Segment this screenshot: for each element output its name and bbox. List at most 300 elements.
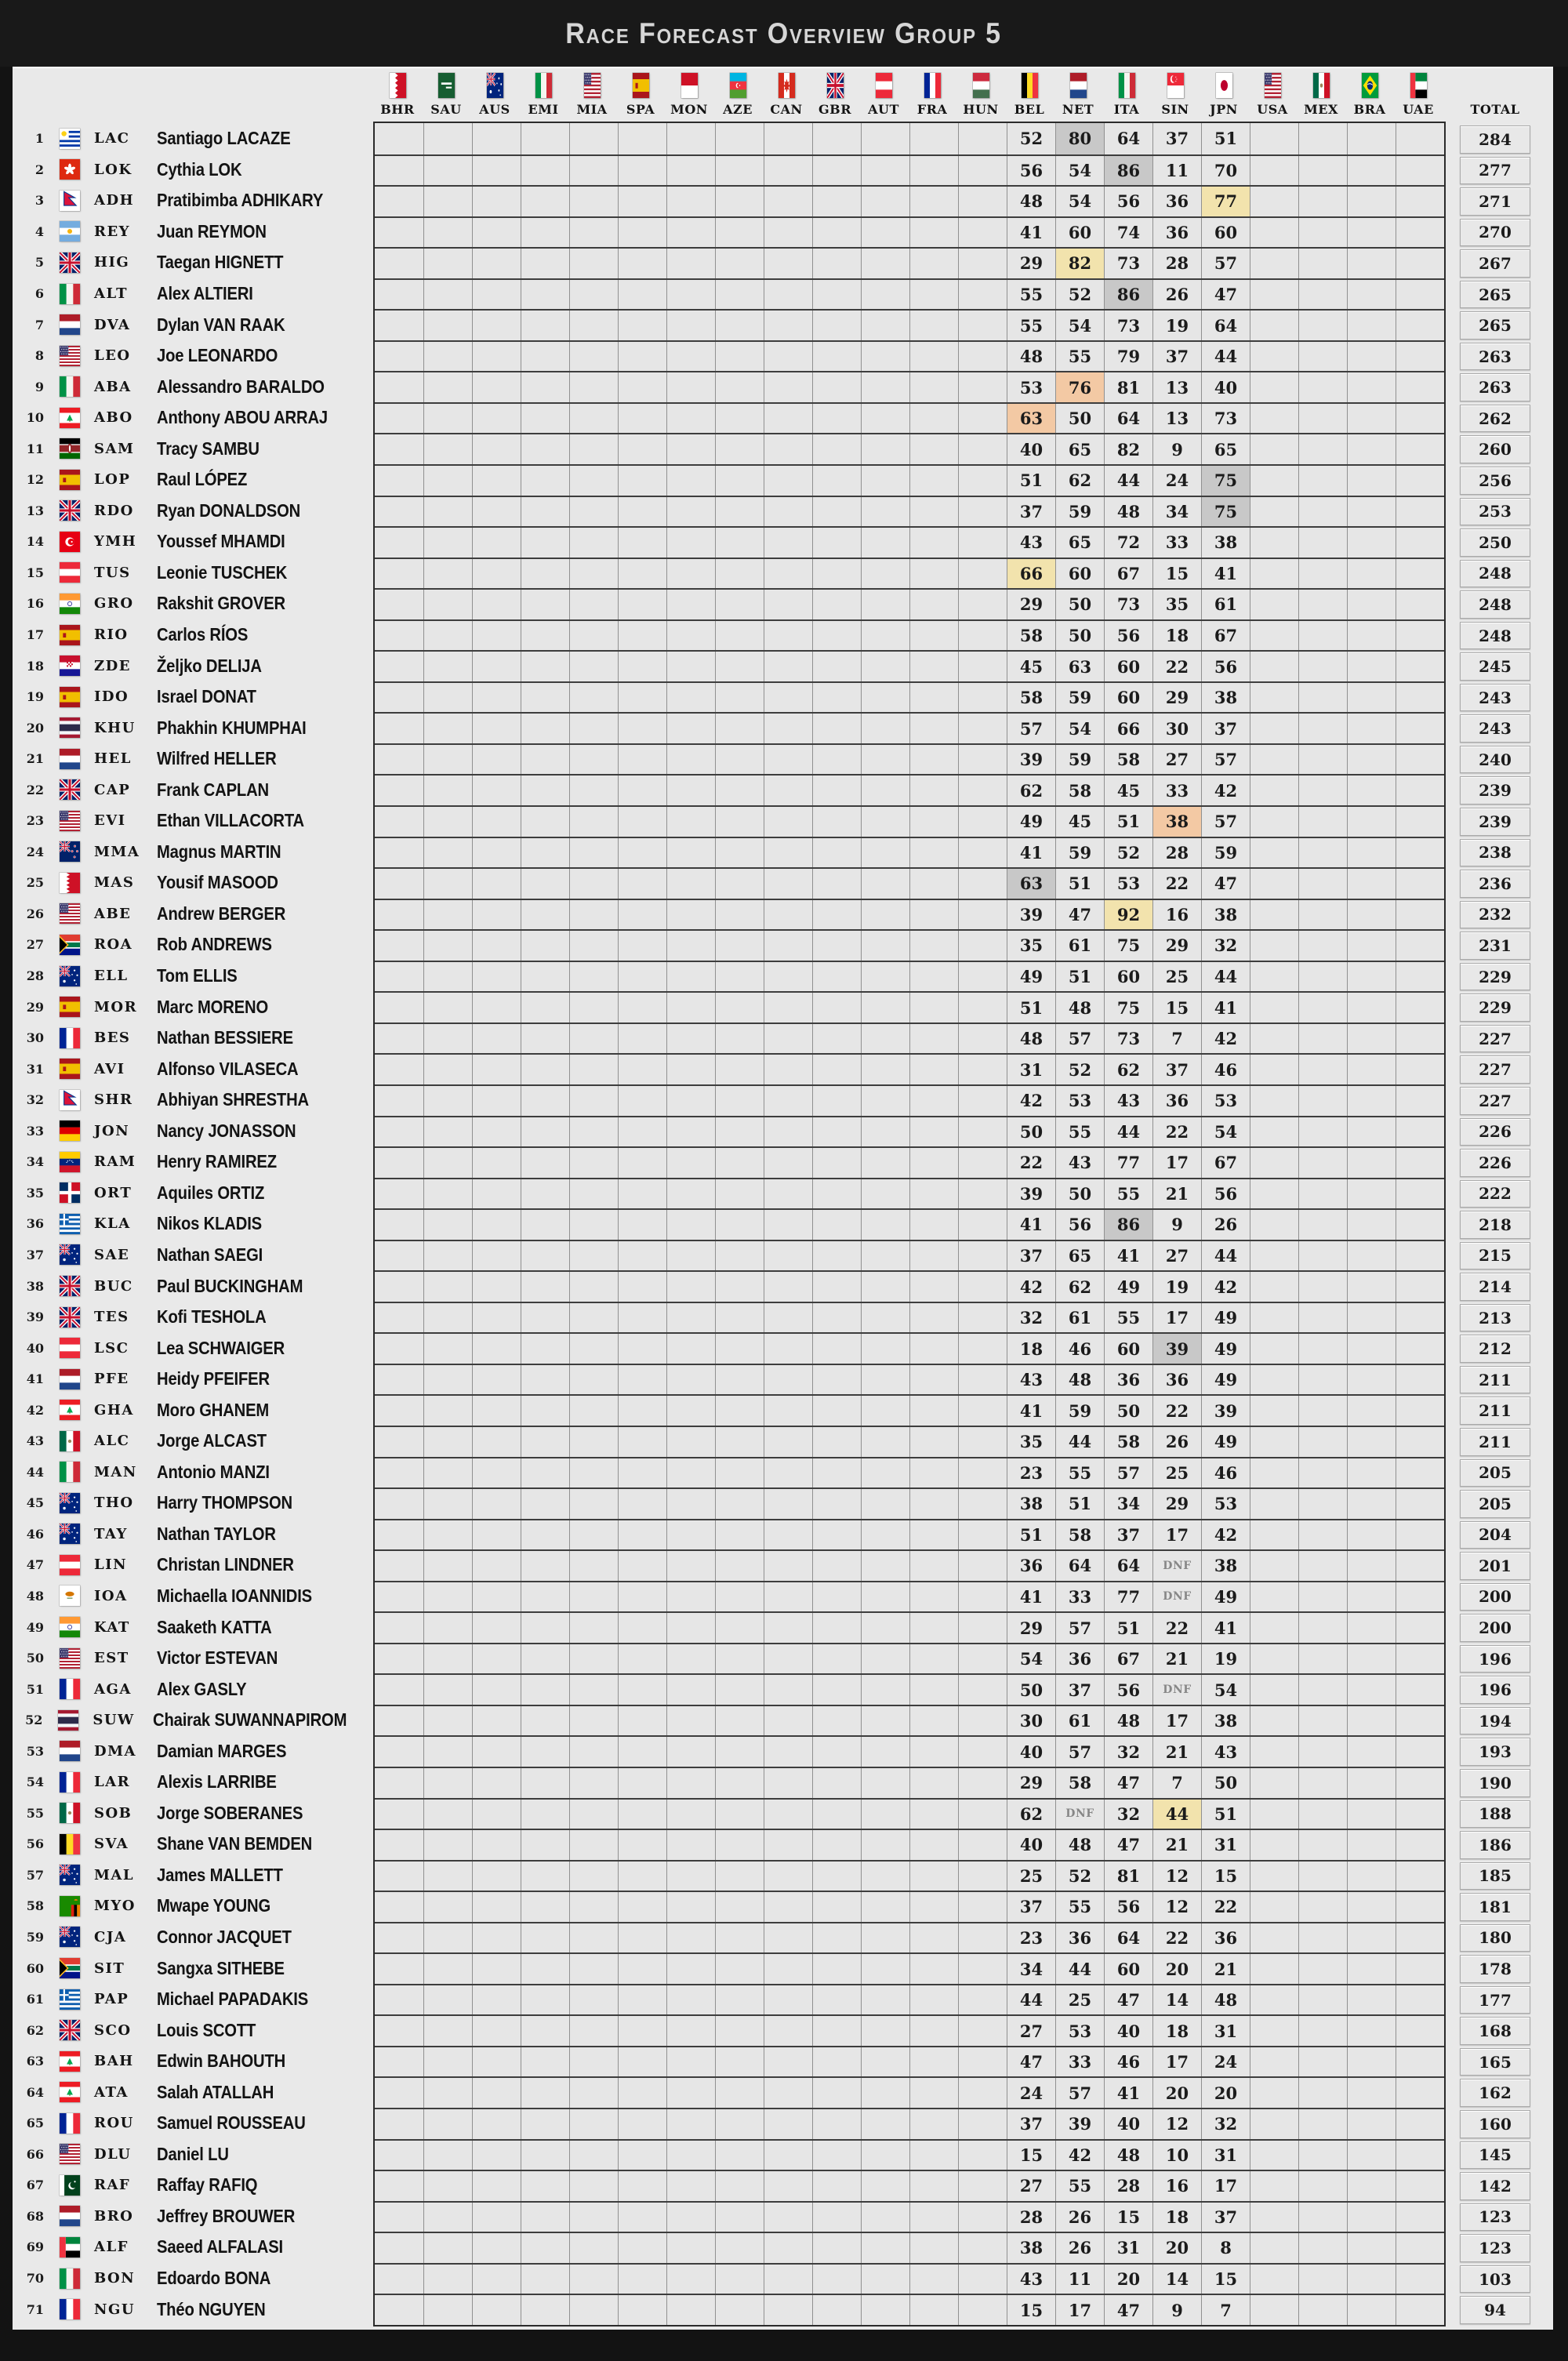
result-cell-bel: 42 <box>1007 1086 1055 1116</box>
total-row <box>1460 1394 1530 1426</box>
rank-number: 14 <box>26 534 44 550</box>
result-cell-aze <box>715 1644 764 1674</box>
result-cell-ita: 52 <box>1104 838 1152 868</box>
result-cell-hun <box>958 497 1007 527</box>
result-cell-sin: 7 <box>1152 1768 1201 1798</box>
result-cell-bel: 41 <box>1007 838 1055 868</box>
total-value: 267 <box>1460 249 1530 278</box>
result-cell-mex <box>1298 1086 1347 1116</box>
result-cell-bra <box>1347 1148 1396 1178</box>
result-cell-ita: 81 <box>1104 1862 1152 1891</box>
result-cell-ita: 73 <box>1104 249 1152 278</box>
result-cell-mia <box>569 280 618 310</box>
total-row <box>1460 526 1530 558</box>
result-cell-emi <box>521 931 569 961</box>
result-cell-spa <box>618 621 666 651</box>
result-cell-mia <box>569 2016 618 2046</box>
result-cell-mon <box>666 1520 715 1550</box>
result-cell-uae <box>1396 621 1444 651</box>
driver-name: Alfonso VILASECA <box>157 1058 299 1079</box>
driver-row <box>13 991 373 1022</box>
result-cell-ita: 28 <box>1104 2171 1152 2201</box>
result-cell-net: 54 <box>1055 714 1104 743</box>
rank-number: 47 <box>26 1557 44 1573</box>
result-cell-bel: 40 <box>1007 434 1055 464</box>
result-cell-fra <box>909 1923 958 1953</box>
result-cell-mex <box>1298 838 1347 868</box>
result-cell-sin: 20 <box>1152 2078 1201 2108</box>
result-cell-bhr <box>375 1737 423 1767</box>
total-row <box>1460 2294 1530 2325</box>
result-cell-can <box>764 218 812 248</box>
result-cell-spa <box>618 218 666 248</box>
result-cell-net: 58 <box>1055 1768 1104 1798</box>
result-cell-hun <box>958 1706 1007 1736</box>
result-cell-can <box>764 1458 812 1488</box>
driver-code: EST <box>94 1650 129 1667</box>
result-cell-bra <box>1347 123 1396 154</box>
result-cell-mex <box>1298 1272 1347 1302</box>
result-cell-mon <box>666 497 715 527</box>
result-cell-mex <box>1298 187 1347 216</box>
total-row <box>1460 2263 1530 2294</box>
result-cell-uae <box>1396 931 1444 961</box>
result-cell-aut <box>861 187 909 216</box>
result-cell-aus <box>472 1985 521 2015</box>
result-cell-aut <box>861 497 909 527</box>
result-cell-fra <box>909 745 958 775</box>
result-cell-fra <box>909 1024 958 1054</box>
result-cell-mon <box>666 869 715 899</box>
result-cell-mex <box>1298 2233 1347 2263</box>
result-cell-aus <box>472 1954 521 1984</box>
column-code: HUN <box>963 102 999 117</box>
result-cell-fra <box>909 1272 958 1302</box>
result-cell-bhr <box>375 590 423 619</box>
result-cell-fra <box>909 1303 958 1333</box>
result-cell-mon <box>666 1644 715 1674</box>
driver-row <box>13 185 373 216</box>
dnf-label: DNF <box>1163 1559 1192 1572</box>
result-cell-uae <box>1396 156 1444 186</box>
race-flag-icon <box>924 73 941 98</box>
result-cell-mia <box>569 1954 618 1984</box>
result-cell-jpn: 7 <box>1201 2295 1250 2325</box>
driver-code: KLA <box>94 1215 131 1233</box>
result-cell-can <box>764 1241 812 1271</box>
total-row <box>1460 837 1530 868</box>
total-row <box>1460 2014 1530 2046</box>
result-cell-gbr <box>812 1210 861 1240</box>
result-cell-sin: 37 <box>1152 123 1201 154</box>
result-cell-hun <box>958 1489 1007 1519</box>
driver-code: CJA <box>94 1928 127 1945</box>
result-cell-sau <box>423 1675 472 1705</box>
result-cell-bel: 37 <box>1007 497 1055 527</box>
result-cell-spa <box>618 1396 666 1426</box>
result-cell-aze <box>715 2016 764 2046</box>
driver-name: Youssef MHAMDI <box>157 531 285 552</box>
result-cell-sin: 21 <box>1152 1830 1201 1860</box>
rank-number: 34 <box>26 1154 44 1170</box>
result-cell-mia <box>569 1892 618 1922</box>
result-cell-jpn: 75 <box>1201 497 1250 527</box>
rank-number: 63 <box>26 2054 44 2069</box>
result-cell-bra <box>1347 1458 1396 1488</box>
result-cell-ita: 55 <box>1104 1303 1152 1333</box>
result-cell-aut <box>861 311 909 340</box>
result-cell-bhr <box>375 249 423 278</box>
result-cell-bra <box>1347 311 1396 340</box>
result-cell-emi <box>521 621 569 651</box>
result-cell-jpn: 41 <box>1201 993 1250 1022</box>
result-cell-sau <box>423 2203 472 2232</box>
result-cell-sin: 25 <box>1152 1458 1201 1488</box>
result-cell-hun <box>958 900 1007 930</box>
driver-row <box>13 1270 373 1302</box>
result-cell-can <box>764 2078 812 2108</box>
result-cell-spa <box>618 1551 666 1581</box>
result-cell-usa <box>1250 2109 1298 2139</box>
driver-name: Nathan BESSIERE <box>157 1027 293 1048</box>
result-cell-bel: 40 <box>1007 1737 1055 1767</box>
result-cell-net: 55 <box>1055 2171 1104 2201</box>
result-cell-sau <box>423 1613 472 1643</box>
total-row <box>1460 1053 1530 1084</box>
result-cell-net: 59 <box>1055 745 1104 775</box>
column-code: MIA <box>576 102 608 117</box>
result-cell-sau <box>423 2047 472 2077</box>
result-cell-usa <box>1250 404 1298 434</box>
total-value: 263 <box>1460 343 1530 371</box>
result-cell-emi <box>521 1862 569 1891</box>
driver-code: JON <box>94 1122 130 1139</box>
nationality-flag-icon <box>60 346 80 366</box>
driver-code: MMA <box>94 843 140 860</box>
result-cell-aze <box>715 838 764 868</box>
result-cell-aze <box>715 714 764 743</box>
result-cell-gbr <box>812 683 861 713</box>
result-cell-spa <box>618 1613 666 1643</box>
result-cell-bra <box>1347 1086 1396 1116</box>
rank-number: 39 <box>26 1309 44 1325</box>
rank-number: 15 <box>26 565 44 580</box>
result-cell-bra <box>1347 2171 1396 2201</box>
result-cell-aus <box>472 993 521 1022</box>
result-cell-aut <box>861 434 909 464</box>
nationality-flag-icon <box>60 1182 80 1203</box>
result-cell-gbr <box>812 1303 861 1333</box>
results-row <box>375 496 1444 527</box>
rank-number: 3 <box>34 193 44 209</box>
result-cell-sau <box>423 1086 472 1116</box>
page-title: Race Forecast Overview Group 5 <box>565 16 1003 49</box>
result-cell-spa <box>618 1800 666 1829</box>
driver-code: BUC <box>94 1277 133 1295</box>
driver-row <box>13 1798 373 1829</box>
result-cell-mex <box>1298 497 1347 527</box>
result-cell-sin: 35 <box>1152 590 1201 619</box>
result-cell-aut <box>861 1086 909 1116</box>
result-cell-gbr <box>812 2233 861 2263</box>
result-cell-mex <box>1298 2203 1347 2232</box>
driver-name: Jorge SOBERANES <box>157 1802 303 1823</box>
result-cell-mex <box>1298 434 1347 464</box>
result-cell-gbr <box>812 1892 861 1922</box>
column-header-uae <box>1394 68 1443 120</box>
result-cell-aus <box>472 528 521 558</box>
result-cell-net: 55 <box>1055 1892 1104 1922</box>
result-cell-usa <box>1250 280 1298 310</box>
result-cell-jpn: 44 <box>1201 962 1250 992</box>
result-cell-mex <box>1298 807 1347 837</box>
result-cell-hun <box>958 123 1007 154</box>
result-cell-spa <box>618 1303 666 1333</box>
total-row <box>1460 1178 1530 1209</box>
result-cell-uae <box>1396 1117 1444 1147</box>
rank-number: 36 <box>26 1216 44 1232</box>
result-cell-jpn: 15 <box>1201 1862 1250 1891</box>
result-cell-ita: 47 <box>1104 2295 1152 2325</box>
result-cell-mon <box>666 714 715 743</box>
result-cell-aze <box>715 1055 764 1084</box>
result-cell-sau <box>423 1396 472 1426</box>
result-cell-usa <box>1250 1768 1298 1798</box>
result-cell-mia <box>569 993 618 1022</box>
column-header-bel <box>1005 68 1054 120</box>
result-cell-ita: 86 <box>1104 156 1152 186</box>
driver-row <box>13 2232 373 2263</box>
result-cell-fra <box>909 311 958 340</box>
result-cell-sin: 18 <box>1152 2016 1201 2046</box>
result-cell-aut <box>861 1923 909 1953</box>
result-cell-sau <box>423 962 472 992</box>
result-cell-bra <box>1347 372 1396 402</box>
total-value: 196 <box>1460 1676 1530 1704</box>
result-cell-spa <box>618 714 666 743</box>
driver-code: DMA <box>94 1742 136 1760</box>
result-cell-fra <box>909 1613 958 1643</box>
result-cell-mon <box>666 1179 715 1209</box>
result-cell-jpn: 38 <box>1201 528 1250 558</box>
result-cell-can <box>764 931 812 961</box>
result-cell-emi <box>521 1892 569 1922</box>
rank-number: 61 <box>26 1992 44 2007</box>
result-cell-emi <box>521 1055 569 1084</box>
result-cell-hun <box>958 1241 1007 1271</box>
nationality-flag-icon <box>60 1400 80 1420</box>
result-cell-net: 61 <box>1055 931 1104 961</box>
result-cell-hun <box>958 1551 1007 1581</box>
total-value: 190 <box>1460 1769 1530 1797</box>
result-cell-gbr <box>812 2265 861 2294</box>
column-header-sin <box>1151 68 1200 120</box>
driver-name: Phakhin KHUMPHAI <box>157 717 307 738</box>
result-cell-bel: 53 <box>1007 372 1055 402</box>
result-cell-spa <box>618 2265 666 2294</box>
result-cell-gbr <box>812 775 861 805</box>
result-cell-spa <box>618 1148 666 1178</box>
total-value: 211 <box>1460 1397 1530 1425</box>
result-cell-ita: 49 <box>1104 1272 1152 1302</box>
result-cell-bra <box>1347 1272 1396 1302</box>
result-cell-mex <box>1298 2265 1347 2294</box>
result-cell-hun <box>958 962 1007 992</box>
result-cell-can <box>764 590 812 619</box>
result-cell-mon <box>666 1396 715 1426</box>
driver-name: Rakshit GROVER <box>157 593 285 614</box>
total-value: 204 <box>1460 1521 1530 1549</box>
result-cell-sau <box>423 1365 472 1395</box>
nationality-flag-icon <box>60 1741 80 1761</box>
result-cell-sin: 17 <box>1152 1706 1201 1736</box>
result-cell-bel: 51 <box>1007 466 1055 496</box>
rank-number: 68 <box>26 2208 44 2224</box>
nationality-flag-icon <box>60 935 80 955</box>
result-cell-gbr <box>812 1055 861 1084</box>
result-cell-aze <box>715 123 764 154</box>
result-cell-ita: 86 <box>1104 280 1152 310</box>
result-cell-usa <box>1250 342 1298 372</box>
result-cell-bel: 57 <box>1007 714 1055 743</box>
total-value: 181 <box>1460 1893 1530 1921</box>
driver-row <box>13 340 373 372</box>
result-cell-emi <box>521 123 569 154</box>
total-value: 238 <box>1460 839 1530 867</box>
driver-name: Sangxa SITHEBE <box>157 1957 285 1978</box>
result-cell-aut <box>861 962 909 992</box>
total-row <box>1460 867 1530 899</box>
result-cell-aus <box>472 869 521 899</box>
result-cell-mex <box>1298 218 1347 248</box>
result-cell-sau <box>423 559 472 589</box>
result-cell-aus <box>472 807 521 837</box>
nationality-flag-icon <box>60 1648 80 1669</box>
column-header-bhr <box>373 68 422 120</box>
driver-name: Heidy PFEIFER <box>157 1368 270 1389</box>
total-value: 250 <box>1460 529 1530 557</box>
result-cell-mex <box>1298 1179 1347 1209</box>
driver-code: RIO <box>94 627 129 644</box>
result-cell-aut <box>861 807 909 837</box>
result-cell-spa <box>618 652 666 681</box>
result-cell-net: 59 <box>1055 683 1104 713</box>
result-cell-mia <box>569 123 618 154</box>
result-cell-sin: 21 <box>1152 1179 1201 1209</box>
result-cell-net: 51 <box>1055 962 1104 992</box>
result-cell-aus <box>472 1365 521 1395</box>
result-cell-jpn: 65 <box>1201 434 1250 464</box>
result-cell-ita: 32 <box>1104 1800 1152 1829</box>
driver-row <box>13 402 373 434</box>
result-cell-fra <box>909 1830 958 1860</box>
driver-code: DLU <box>94 2145 132 2163</box>
result-cell-emi <box>521 1737 569 1767</box>
result-cell-usa <box>1250 466 1298 496</box>
driver-row <box>13 2294 373 2325</box>
result-cell-gbr <box>812 807 861 837</box>
result-cell-uae <box>1396 2203 1444 2232</box>
result-cell-can <box>764 1303 812 1333</box>
result-cell-bel: 49 <box>1007 962 1055 992</box>
result-cell-mia <box>569 1582 618 1612</box>
total-row <box>1460 154 1530 186</box>
result-cell-net: 63 <box>1055 652 1104 681</box>
driver-code: MOR <box>94 998 138 1015</box>
result-cell-gbr <box>812 1086 861 1116</box>
race-flag-icon <box>681 73 698 98</box>
total-row <box>1460 774 1530 805</box>
column-header-mex <box>1297 68 1345 120</box>
result-cell-emi <box>521 434 569 464</box>
rank-number: 33 <box>26 1123 44 1139</box>
results-row <box>375 619 1444 651</box>
results-row <box>375 402 1444 434</box>
result-cell-mia <box>569 1272 618 1302</box>
rank-number: 19 <box>26 689 44 705</box>
result-cell-sau <box>423 714 472 743</box>
result-cell-spa <box>618 1706 666 1736</box>
result-cell-hun <box>958 1117 1007 1147</box>
total-row <box>1460 558 1530 589</box>
driver-row <box>13 867 373 899</box>
result-cell-ita: 41 <box>1104 1241 1152 1271</box>
column-code: EMI <box>528 102 559 117</box>
total-value: 270 <box>1460 219 1530 247</box>
result-cell-fra <box>909 714 958 743</box>
result-cell-net: 52 <box>1055 280 1104 310</box>
result-cell-uae <box>1396 1582 1444 1612</box>
driver-row <box>13 1487 373 1519</box>
result-cell-mon <box>666 2171 715 2201</box>
result-cell-hun <box>958 838 1007 868</box>
result-cell-uae <box>1396 1086 1444 1116</box>
result-cell-ita: 72 <box>1104 528 1152 558</box>
result-cell-bhr <box>375 962 423 992</box>
driver-code: SVA <box>94 1836 129 1853</box>
result-cell-mia <box>569 404 618 434</box>
driver-name: Leonie TUSCHEK <box>157 561 288 583</box>
result-cell-ita: 37 <box>1104 1520 1152 1550</box>
result-cell-aut <box>861 1365 909 1395</box>
result-cell-can <box>764 869 812 899</box>
result-cell-bel: 51 <box>1007 993 1055 1022</box>
result-cell-hun <box>958 807 1007 837</box>
driver-code: ZDE <box>94 657 131 674</box>
result-cell-net: 59 <box>1055 838 1104 868</box>
result-cell-hun <box>958 1830 1007 1860</box>
total-row <box>1460 2139 1530 2170</box>
driver-name: Samuel ROUSSEAU <box>157 2112 306 2134</box>
result-cell-fra <box>909 434 958 464</box>
column-code: USA <box>1257 102 1288 117</box>
total-value: 239 <box>1460 808 1530 836</box>
driver-code: LAC <box>94 130 130 147</box>
result-cell-sin: 22 <box>1152 1923 1201 1953</box>
driver-row <box>13 1922 373 1953</box>
total-value: 215 <box>1460 1242 1530 1270</box>
total-value: 200 <box>1460 1614 1530 1642</box>
result-cell-uae <box>1396 1830 1444 1860</box>
total-row <box>1460 340 1530 372</box>
result-cell-uae <box>1396 1613 1444 1643</box>
result-cell-fra <box>909 962 958 992</box>
result-cell-sin: 18 <box>1152 2203 1201 2232</box>
result-cell-can <box>764 2109 812 2139</box>
result-cell-bra <box>1347 1800 1396 1829</box>
result-cell-fra <box>909 2047 958 2077</box>
result-cell-uae <box>1396 1272 1444 1302</box>
